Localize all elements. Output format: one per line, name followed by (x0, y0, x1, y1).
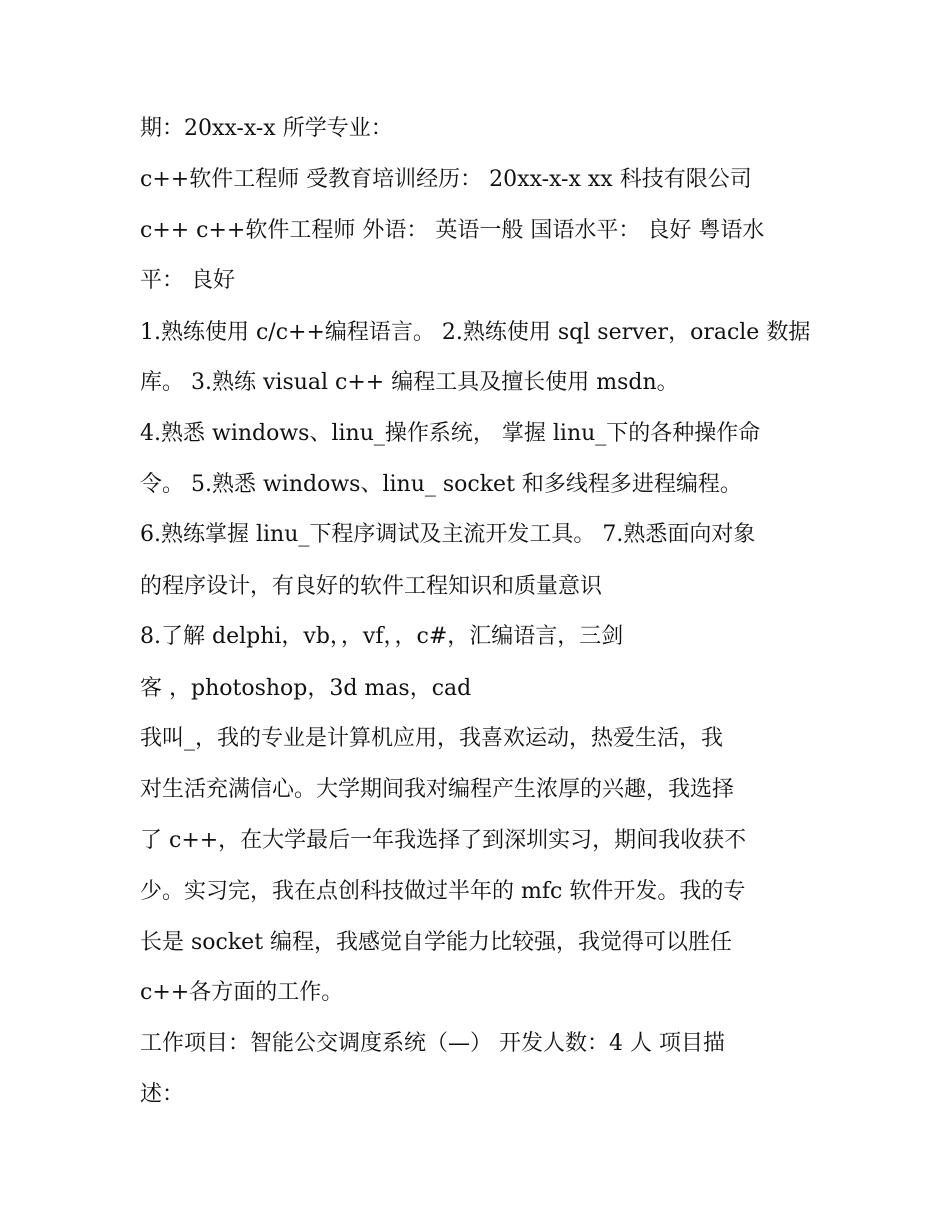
text-line: 4.熟悉 windows、linu_操作系统， 掌握 linu_下的各种操作命 (140, 421, 761, 446)
text-line: 令。 5.熟悉 windows、linu_ socket 和多线程多进程编程。 (140, 472, 742, 497)
text-line: 的程序设计，有良好的软件工程知识和质量意识 (140, 574, 603, 599)
text-line: c++各方面的工作。 (140, 980, 344, 1005)
text-line: 8.了解 delphi，vb，，vf，，c#，汇编语言，三剑 (140, 624, 624, 649)
text-line: c++ c++软件工程师 外语： 英语一般 国语水平： 良好 粤语水 (140, 218, 765, 243)
text-line: c++软件工程师 受教育培训经历： 20xx-x-x xx 科技有限公司 (140, 167, 752, 192)
text-line: 库。 3.熟练 visual c++ 编程工具及擅长使用 msdn。 (140, 370, 679, 395)
text-line: 期：20xx-x-x 所学专业： (140, 116, 393, 141)
text-line: 客 ，photoshop，3d mas，cad (140, 676, 472, 701)
text-line: 平： 良好 (140, 268, 235, 293)
text-line: 对生活充满信心。大学期间我对编程产生浓厚的兴趣，我选择 (140, 777, 735, 802)
text-line: 少。实习完，我在点创科技做过半年的 mfc 软件开发。我的专 (140, 879, 746, 904)
text-line: 述： (140, 1082, 185, 1107)
text-line: 了 c++，在大学最后一年我选择了到深圳实习，期间我收获不 (140, 828, 747, 853)
text-line: 我叫_，我的专业是计算机应用，我喜欢运动，热爱生活，我 (140, 726, 724, 751)
text-line: 工作项目：智能公交调度系统（—） 开发人数：4 人 项目描 (140, 1031, 725, 1056)
text-line: 6.熟练掌握 linu_下程序调试及主流开发工具。 7.熟悉面向对象 (140, 522, 756, 547)
text-line: 1.熟练使用 c/c++编程语言。 2.熟练使用 sql server，oracle 数据 (140, 320, 811, 345)
text-line: 长是 socket 编程，我感觉自学能力比较强，我觉得可以胜任 (140, 930, 733, 955)
